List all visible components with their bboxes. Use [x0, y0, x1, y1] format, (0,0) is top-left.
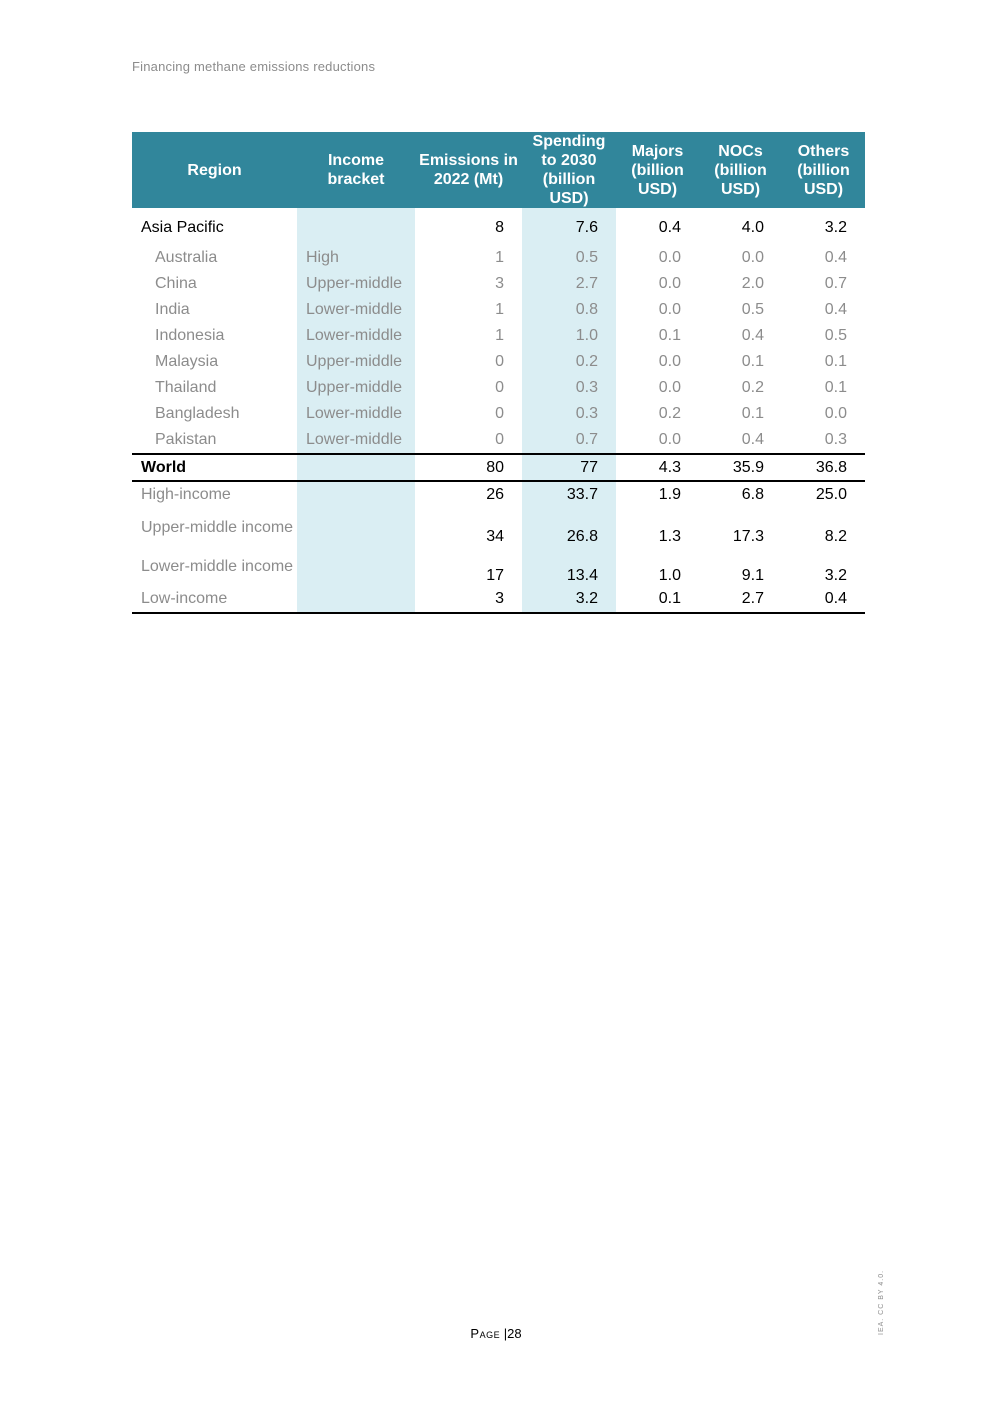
cell-region: Malaysia — [155, 353, 219, 370]
cell-emissions: 3 — [415, 586, 522, 613]
cell-emissions: 26 — [486, 486, 504, 503]
cell-nocs: 0.0 — [741, 249, 764, 266]
cell-others: 0.7 — [824, 275, 847, 292]
header-emissions: Emissions in 2022 (Mt) — [415, 132, 522, 208]
cell-others: 36.8 — [782, 454, 865, 481]
cell-others: 8.2 — [824, 528, 847, 545]
emissions-spending-table — [132, 132, 865, 614]
cell-others: 0.0 — [824, 405, 847, 422]
cell-others: 0.5 — [824, 327, 847, 344]
cell-spending: 77 — [522, 454, 616, 481]
cell-income — [297, 586, 415, 613]
cell-majors: 1.0 — [658, 567, 681, 584]
cell-spending: 1.0 — [522, 323, 616, 349]
page-number: 28 — [507, 1326, 522, 1341]
table-row — [132, 508, 865, 547]
cell-nocs: 0.5 — [741, 301, 764, 318]
header-spending: Spending to 2030 (billion USD) — [522, 132, 616, 208]
cell-emissions: 34 — [486, 528, 504, 545]
cell-majors: 0.1 — [616, 586, 699, 613]
cell-income — [297, 547, 415, 586]
cell-emissions: 3 — [495, 275, 504, 292]
cell-majors: 0.0 — [658, 431, 681, 448]
cell-spending: 33.7 — [522, 481, 616, 508]
table-row — [132, 401, 865, 427]
cell-income: High — [297, 245, 415, 271]
cell-others: 0.1 — [824, 379, 847, 396]
cell-majors: 0.0 — [658, 249, 681, 266]
cell-majors: 0.0 — [658, 353, 681, 370]
cell-spending: 13.4 — [522, 547, 616, 586]
cell-nocs: 35.9 — [699, 454, 782, 481]
cell-income: Lower-middle — [297, 323, 415, 349]
running-head: Financing methane emissions reductions — [132, 59, 376, 74]
header-income-bracket: Income bracket — [297, 132, 415, 208]
table-header-row — [132, 132, 865, 208]
page-label: Page — [470, 1326, 501, 1341]
cell-nocs: 0.1 — [741, 353, 764, 370]
cell-emissions: 1 — [495, 301, 504, 318]
cell-emissions: 0 — [495, 379, 504, 396]
cell-income: Lower-middle — [297, 297, 415, 323]
cell-income: Upper-middle — [297, 375, 415, 401]
header-majors: Majors (billion USD) — [616, 132, 699, 208]
header-nocs: NOCs (billion USD) — [699, 132, 782, 208]
cell-nocs: 17.3 — [732, 528, 764, 545]
cell-income: Lower-middle — [297, 427, 415, 454]
cell-region: Thailand — [155, 379, 217, 396]
cell-others: 0.4 — [824, 301, 847, 318]
cell-nocs: 0.4 — [741, 327, 764, 344]
cell-income: Upper-middle — [297, 349, 415, 375]
cell-income: Lower-middle — [297, 401, 415, 427]
cell-emissions: 0 — [495, 405, 504, 422]
table-row — [132, 547, 865, 586]
license-credit: IEA. CC BY 4.0. — [878, 1269, 885, 1335]
cell-emissions: 8 — [495, 219, 504, 236]
cell-majors: 0.1 — [658, 327, 681, 344]
cell-spending: 7.6 — [522, 208, 616, 245]
cell-nocs: 9.1 — [741, 567, 764, 584]
cell-region: Bangladesh — [155, 405, 240, 422]
cell-emissions: 0 — [495, 353, 504, 370]
cell-majors: 1.3 — [658, 528, 681, 545]
cell-spending: 0.7 — [522, 427, 616, 454]
cell-spending: 0.8 — [522, 297, 616, 323]
cell-region: Indonesia — [155, 327, 225, 344]
cell-others: 0.4 — [824, 249, 847, 266]
cell-spending: 0.3 — [522, 401, 616, 427]
cell-emissions: 80 — [415, 454, 522, 481]
cell-emissions: 1 — [495, 327, 504, 344]
cell-others: 0.4 — [782, 586, 865, 613]
cell-nocs: 2.7 — [699, 586, 782, 613]
page-footer — [0, 1326, 992, 1341]
cell-spending: 0.5 — [522, 245, 616, 271]
cell-income: Upper-middle — [297, 271, 415, 297]
cell-region: Asia Pacific — [141, 219, 224, 236]
table-row — [132, 375, 865, 401]
cell-majors: 0.4 — [658, 219, 681, 236]
table-row — [132, 481, 865, 508]
cell-majors: 0.0 — [658, 379, 681, 396]
table-row — [132, 586, 865, 613]
cell-others: 25.0 — [815, 486, 847, 503]
cell-income — [297, 208, 415, 245]
cell-nocs: 0.1 — [741, 405, 764, 422]
cell-region: India — [155, 301, 190, 318]
table-row — [132, 245, 865, 271]
cell-nocs: 0.2 — [741, 379, 764, 396]
cell-emissions: 17 — [486, 567, 504, 584]
cell-emissions: 0 — [495, 431, 504, 448]
table-row — [132, 323, 865, 349]
cell-region: High-income — [141, 486, 231, 503]
cell-region: China — [155, 275, 197, 292]
cell-region: Upper-middle income — [141, 519, 294, 536]
header-others: Others (billion USD) — [782, 132, 865, 208]
cell-spending: 0.2 — [522, 349, 616, 375]
cell-spending: 0.3 — [522, 375, 616, 401]
cell-spending: 2.7 — [522, 271, 616, 297]
cell-spending: 26.8 — [522, 508, 616, 547]
cell-nocs: 4.0 — [741, 219, 764, 236]
table-row — [132, 427, 865, 454]
cell-income — [297, 454, 415, 481]
cell-region: Australia — [155, 249, 218, 266]
cell-majors: 0.0 — [658, 275, 681, 292]
cell-majors: 1.9 — [658, 486, 681, 503]
cell-income — [297, 508, 415, 547]
cell-majors: 0.0 — [658, 301, 681, 318]
cell-emissions: 1 — [495, 249, 504, 266]
table-row — [132, 349, 865, 375]
cell-others: 3.2 — [824, 567, 847, 584]
cell-nocs: 2.0 — [741, 275, 764, 292]
cell-region: Pakistan — [155, 431, 217, 448]
header-region: Region — [132, 132, 297, 208]
cell-others: 0.1 — [824, 353, 847, 370]
cell-nocs: 0.4 — [741, 431, 764, 448]
table-row — [132, 297, 865, 323]
cell-income — [297, 481, 415, 508]
cell-others: 0.3 — [824, 431, 847, 448]
table-row — [132, 271, 865, 297]
table-row-world — [132, 454, 865, 481]
table-row-asia-pacific — [132, 208, 865, 245]
cell-region: Low-income — [132, 586, 297, 613]
page-separator: | — [503, 1326, 508, 1341]
cell-region: Lower-middle income — [141, 558, 294, 575]
cell-region: World — [132, 454, 297, 481]
cell-nocs: 6.8 — [741, 486, 764, 503]
cell-spending: 3.2 — [522, 586, 616, 613]
cell-others: 3.2 — [824, 219, 847, 236]
cell-majors: 0.2 — [658, 405, 681, 422]
cell-majors: 4.3 — [616, 454, 699, 481]
